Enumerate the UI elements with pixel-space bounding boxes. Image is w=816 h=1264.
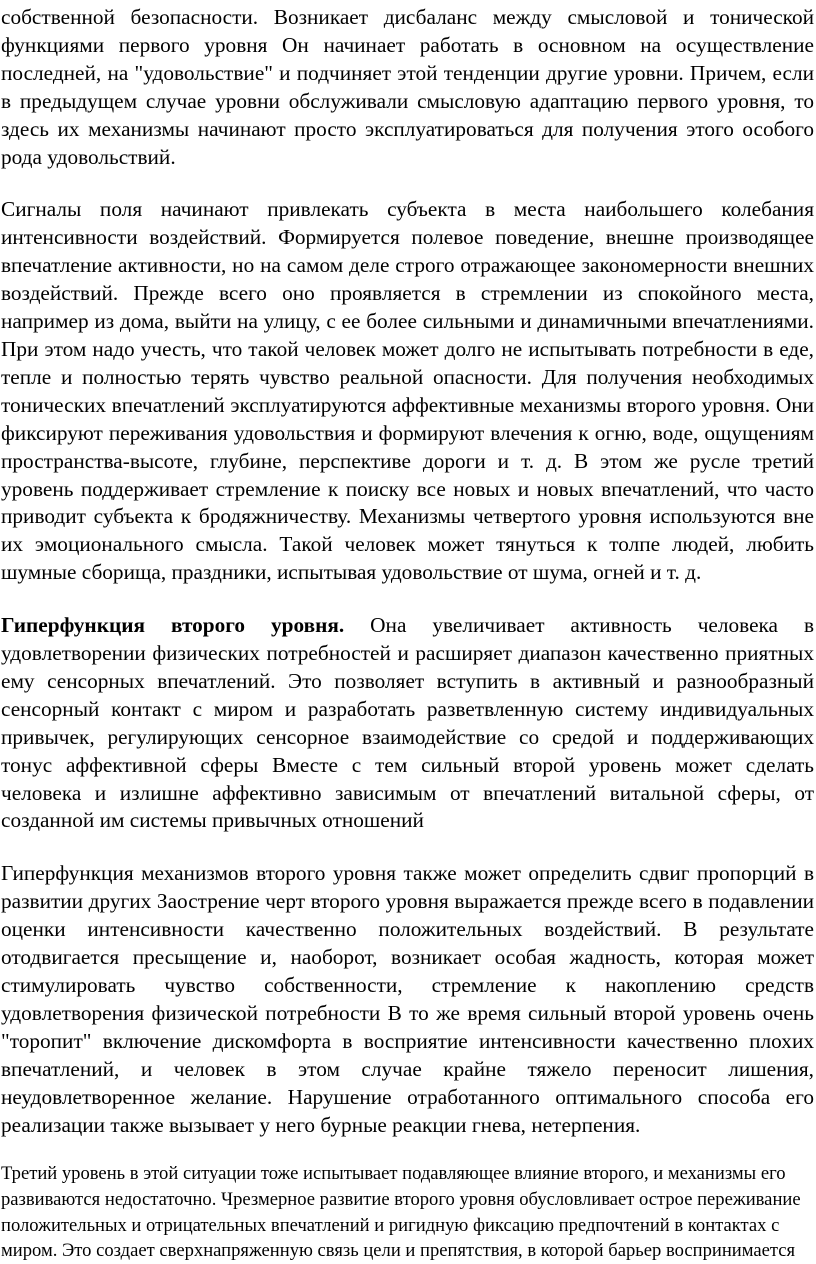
paragraph-4: Гиперфункция механизмов второго уровня также может определить сдвиг пропорций в развитии других Заострение черт второго уровня выражается прежде всего в подавлении оценки интенсивности качественно положительных воздействий. В результате отодвигается пресыщение и, наоборот, возникает особая жадность, которая может стимулировать чувство собственности, стремление к накоплению средств удовлетворения физической потребности В то же время сильный второй уровень очень "торопит" включение дискомфорта в восприятие интенсивности качественно плохих впечатлений, и человек в этом случае крайне тяжело переносит лишения, неудовлетворенное желание. Нарушение отработанного оптимального способа его реализации также вызывает у него бурные реакции гнева, нетерпения. <box>1 861 814 1137</box>
paragraph-3 <box>1 612 814 835</box>
paragraph-spacer <box>1 1139 814 1161</box>
section-heading: Гиперфункция второго уровня. <box>1 613 345 638</box>
paragraph-1: собственной безопасности. Возникает дисбаланс между смысловой и тонической функциями первого уровня Он начинает работать в основном на осуществление последней, на "удовольствие" и подчиняет этой тенденции другие уровни. Причем, если в предыдущем случае уровни обслуживали смысловую адаптацию первого уровня, то здесь их механизмы начинают просто эксплуатироваться для получения этого особого рода удовольствий. <box>1 5 814 169</box>
paragraph-3-body: Она увеличивает активность человека в удовлетворении физических потребностей и расширяет диапазон качественно приятных ему сенсорных впечатлений. Это позволяет вступить в активный и разнообразный сенсорный контакт с миром и разработать разветвленную систему индивидуальных привычек, регулирующих сенсорное взаимодействие со средой и поддерживающих тонус аффективной сферы Вместе с тем сильный второй уровень может сделать человека и излишне аффективно зависимым от впечатлений витальной сферы, от созданной им системы привычных отношений <box>1 613 814 833</box>
paragraph-spacer <box>1 835 814 860</box>
paragraph-spacer <box>1 171 814 196</box>
paragraph-2: Сигналы поля начинают привлекать субъекта в места наибольшего колебания интенсивности воздействий. Формируется полевое поведение, внешне производящее впечатление активности, но на самом деле строго отражающее закономерности внешних воздействий. Прежде всего оно проявляется в стремлении из спокойного места, например из дома, выйти на улицу, с ее более сильными и динамичными впечатлениями. При этом надо учесть, что такой человек может долго не испытывать потребности в еде, тепле и полностью терять чувство реальной опасности. Для получения необходимых тонических впечатлений эксплуатируются аффективные механизмы второго уровня. Они фиксируют переживания удовольствия и формируют влечения к огню, воде, ощущениям пространства-высоте, глубине, перспективе дороги и т. д. В этом же русле третий уровень поддерживает стремление к поиску все новых и новых впечатлений, что часто приводит субъекта к бродяжничеству. Механизмы четвертого уровня используются вне их эмоционального смысла. Такой человек может тянуться к толпе людей, любить шумные сборища, праздники, испытывая удовольствие от шума, огней и т. д. <box>1 197 814 585</box>
paragraph-5: Третий уровень в этой ситуации тоже испытывает подавляющее влияние второго, и механизмы его развиваются недостаточно. Чрезмерное развитие второго уровня обусловливает острое переживание положительных и отрицательных впечатлений и ригидную фиксацию предпочтений в контактах с миром. Это создает сверхнапряженную связь цели и препятствия, в которой барьер воспринимается <box>1 1163 801 1262</box>
paragraph-spacer <box>1 587 814 612</box>
